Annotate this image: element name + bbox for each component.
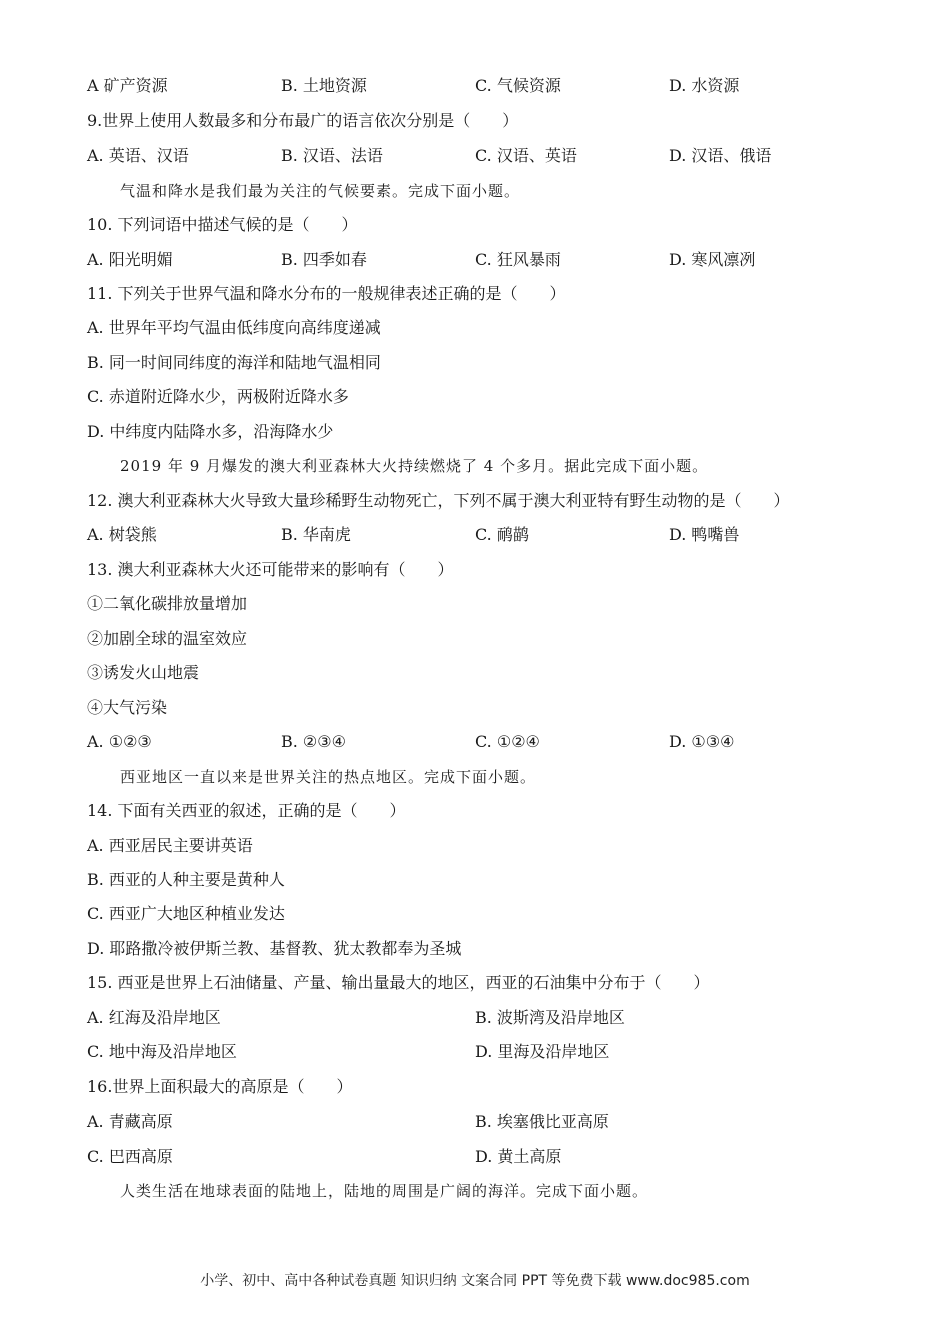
q15-option-a: A. 红海及沿岸地区 xyxy=(87,1008,221,1027)
q16-option-a: A. 青藏高原 xyxy=(87,1112,173,1131)
q10-stem: 10. 下列词语中描述气候的是（ ） xyxy=(87,215,358,234)
q10-option-a: A. 阳光明媚 xyxy=(87,250,173,269)
q13-option-b: B. ②③④ xyxy=(281,732,346,751)
q8-option-b: B. 土地资源 xyxy=(281,76,367,95)
intro-west-asia: 西亚地区一直以来是世界关注的热点地区。完成下面小题。 xyxy=(120,768,537,786)
q9-stem: 9.世界上使用人数最多和分布最广的语言依次分别是（ ） xyxy=(87,111,519,130)
q14-option-d: D. 耶路撒冷被伊斯兰教、基督教、犹太教都奉为圣城 xyxy=(87,939,462,958)
q13-option-c: C. ①②④ xyxy=(475,732,540,751)
q14-option-b: B. 西亚的人种主要是黄种人 xyxy=(87,870,285,889)
q16-option-c: C. 巴西高原 xyxy=(87,1147,173,1166)
q16-option-b: B. 埃塞俄比亚高原 xyxy=(475,1112,609,1131)
q10-option-b: B. 四季如春 xyxy=(281,250,367,269)
q11-stem: 11. 下列关于世界气温和降水分布的一般规律表述正确的是（ ） xyxy=(87,284,566,303)
q16-option-d: D. 黄土高原 xyxy=(475,1147,562,1166)
q13-item-2: ②加剧全球的温室效应 xyxy=(87,629,248,648)
intro-australia-fire: 2019 年 9 月爆发的澳大利亚森林大火持续燃烧了 4 个多月。据此完成下面小题。 xyxy=(120,457,709,475)
intro-land-ocean: 人类生活在地球表面的陆地上，陆地的周围是广阔的海洋。完成下面小题。 xyxy=(120,1182,649,1200)
q12-stem: 12. 澳大利亚森林大火导致大量珍稀野生动物死亡，下列不属于澳大利亚特有野生动物的是（ ） xyxy=(87,491,790,510)
q13-item-1: ①二氧化碳排放量增加 xyxy=(87,594,248,613)
q10-option-c: C. 狂风暴雨 xyxy=(475,250,561,269)
q12-option-c: C. 鸸鹋 xyxy=(475,525,529,544)
q16-stem: 16.世界上面积最大的高原是（ ） xyxy=(87,1077,353,1096)
q9-option-c: C. 汉语、英语 xyxy=(475,146,577,165)
intro-climate: 气温和降水是我们最为关注的气候要素。完成下面小题。 xyxy=(120,182,521,200)
q12-option-a: A. 树袋熊 xyxy=(87,525,157,544)
q15-option-d: D. 里海及沿岸地区 xyxy=(475,1042,610,1061)
q11-option-d: D. 中纬度内陆降水多，沿海降水少 xyxy=(87,422,334,441)
q8-option-c: C. 气候资源 xyxy=(475,76,561,95)
q15-option-c: C. 地中海及沿岸地区 xyxy=(87,1042,237,1061)
q9-option-b: B. 汉语、法语 xyxy=(281,146,383,165)
q8-option-a: A 矿产资源 xyxy=(87,76,168,95)
q11-option-b: B. 同一时间同纬度的海洋和陆地气温相同 xyxy=(87,353,381,372)
q15-stem: 15. 西亚是世界上石油储量、产量、输出量最大的地区，西亚的石油集中分布于（ ） xyxy=(87,973,710,992)
q13-option-d: D. ①③④ xyxy=(669,732,735,751)
page-footer: 小学、初中、高中各种试卷真题 知识归纳 文案合同 PPT 等免费下载 www.doc985.com xyxy=(200,1273,750,1289)
q14-option-c: C. 西亚广大地区种植业发达 xyxy=(87,904,285,923)
q13-option-a: A. ①②③ xyxy=(87,732,152,751)
q12-option-d: D. 鸭嘴兽 xyxy=(669,525,740,544)
q11-option-a: A. 世界年平均气温由低纬度向高纬度递减 xyxy=(87,318,381,337)
q13-item-3: ③诱发火山地震 xyxy=(87,663,200,682)
q10-option-d: D. 寒风凛冽 xyxy=(669,250,756,269)
q14-stem: 14. 下面有关西亚的叙述，正确的是（ ） xyxy=(87,801,406,820)
q14-option-a: A. 西亚居民主要讲英语 xyxy=(87,836,253,855)
q15-option-b: B. 波斯湾及沿岸地区 xyxy=(475,1008,625,1027)
q9-option-a: A. 英语、汉语 xyxy=(87,146,189,165)
q13-item-4: ④大气污染 xyxy=(87,698,168,717)
q9-option-d: D. 汉语、俄语 xyxy=(669,146,772,165)
q12-option-b: B. 华南虎 xyxy=(281,525,351,544)
q8-option-d: D. 水资源 xyxy=(669,76,740,95)
q13-stem: 13. 澳大利亚森林大火还可能带来的影响有（ ） xyxy=(87,560,454,579)
q11-option-c: C. 赤道附近降水少，两极附近降水多 xyxy=(87,387,349,406)
